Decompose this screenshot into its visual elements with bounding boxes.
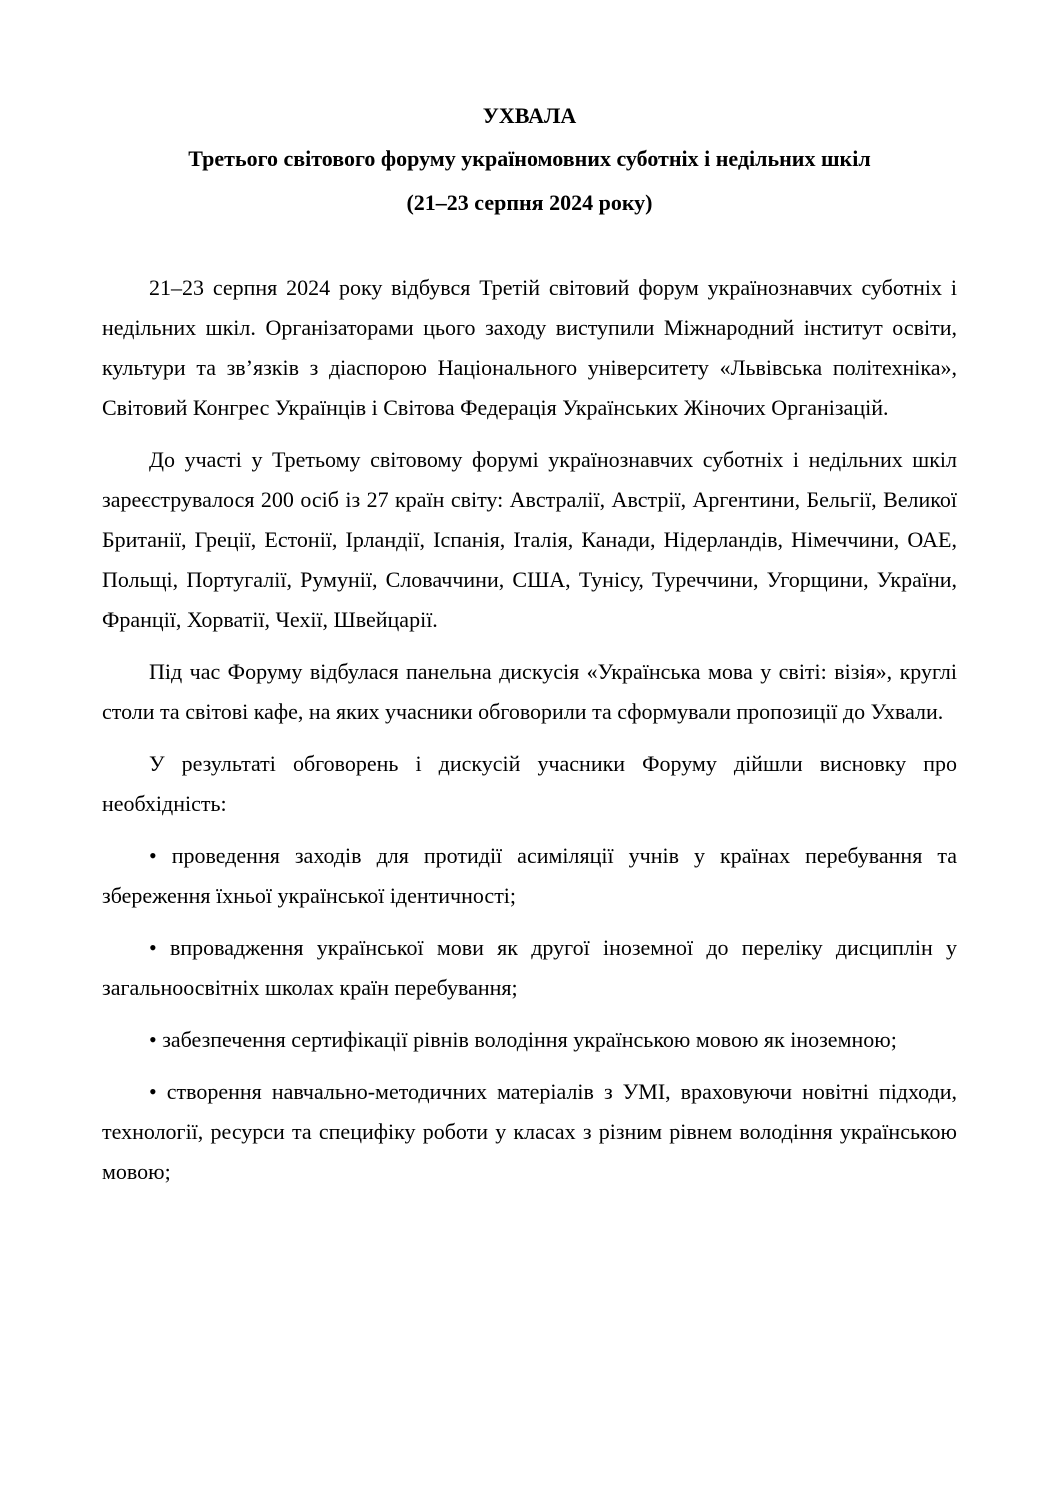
paragraph-intro: 21–23 серпня 2024 року відбувся Третій світовий форум українознавчих суботніх і недільних шкіл. Організаторами цього заходу виступили Міжнародний інститут освіти, культури та зв’язків з діаспорою Національного університету «Львівська політехніка», Світовий Конгрес Українців і Світова Федерація Українських Жіночих Організацій. (102, 275, 957, 420)
paragraph-participants: До участі у Третьому світовому форумі українознавчих суботніх і недільних шкіл зареєструвалося 200 осіб із 27 країн світу: Австралії, Австрії, Аргентини, Бельгії, Великої Британії, Греції, Естонії, Ірландії, Іспанія, Італія, Канади, Нідерландів, Німеччини, ОАЕ, Польщі, Португалії, Румунії, Словаччини, США, Тунісу, Туреччини, Угорщини, України, Франції, Хорватії, Чехії, Швейцарії. (102, 447, 957, 632)
paragraph-events: Під час Форуму відбулася панельна дискусія «Українська мова у світі: візія», круглі столи та світові кафе, на яких учасники обговорили та сформували пропозиції до Ухвали. (102, 659, 957, 724)
list-item: • забезпечення сертифікації рівнів володіння українською мовою як іноземною; (149, 1027, 897, 1052)
document-dates: (21–23 серпня 2024 року) (406, 190, 653, 215)
document-subtitle: Третього світового форуму україномовних суботніх і недільних шкіл (188, 146, 871, 171)
document-body (102, 268, 957, 1204)
list-item: • впровадження української мови як другої іноземної до переліку дисциплін у загальноосвітніх школах країн перебування; (102, 935, 957, 1000)
list-item: • проведення заходів для протидії асиміляції учнів у країнах перебування та збереження їхньої української ідентичності; (102, 843, 957, 908)
paragraph-conclusion: У результаті обговорень і дискусій учасники Форуму дійшли висновку про необхідність: (102, 751, 957, 816)
document-title: УХВАЛА (482, 103, 577, 128)
list-item: • створення навчально-методичних матеріалів з УМІ, враховуючи новітні підходи, технології, ресурси та специфіку роботи у класах з різним рівнем володіння українською мовою; (102, 1079, 957, 1184)
